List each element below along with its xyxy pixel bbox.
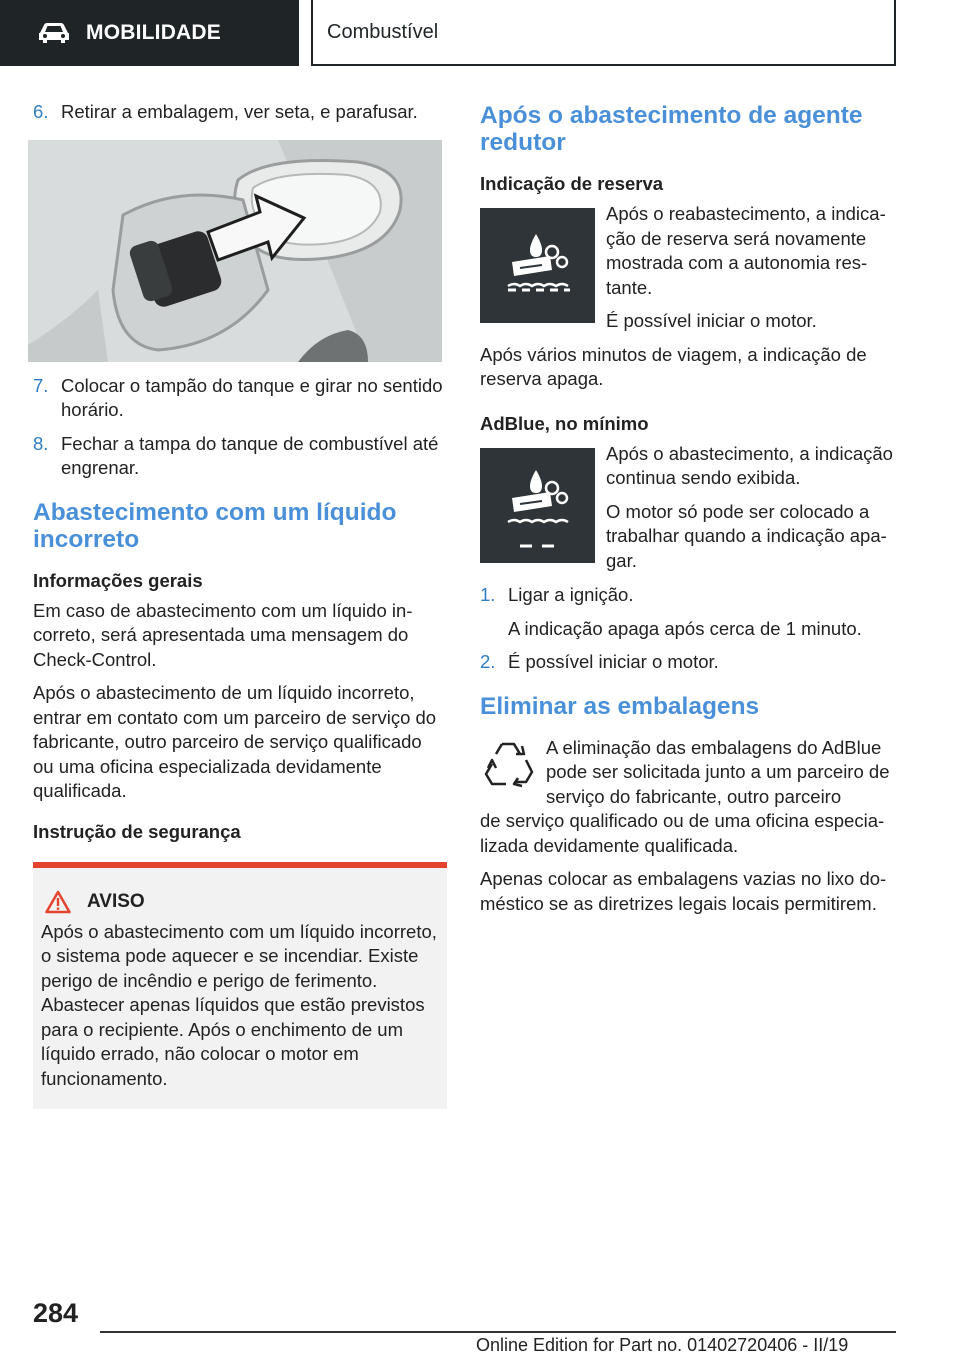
warning-box (33, 862, 447, 1110)
step-number: 2. (480, 651, 496, 672)
step-text: Colocar o tampão do tanque e girar no sentido horário. (61, 374, 443, 420)
adblue-reserve-indicator-icon (480, 208, 595, 323)
step-text: Ligar a ignição. (508, 584, 634, 605)
heading-dispose: Eliminar as embalagens (480, 692, 760, 720)
filler-photo-art (28, 140, 442, 362)
section-tab[interactable] (0, 0, 299, 66)
step-text: Fechar a tampa do tanque de combustível até engrenar. (61, 432, 439, 478)
reserve-indicator-row (480, 202, 900, 334)
right-column (480, 100, 900, 925)
heading-safety: Instrução de segurança (33, 820, 241, 842)
warning-label: AVISO (87, 890, 145, 912)
footer-divider (100, 1331, 896, 1333)
adblue-reserve-symbol (480, 208, 595, 323)
step-7 (33, 374, 447, 423)
step-subtext: A indicação apaga após cerca de 1 minuto. (508, 617, 862, 639)
dispose-rest-text: de serviço qualificado ou de uma oficina especializada devidamente qualificada. (480, 810, 885, 856)
footer-edition: Online Edition for Part no. 01402720406 - II/19 (476, 1335, 849, 1355)
heading-general-info: Informações gerais (33, 569, 203, 591)
paragraph: O motor só pode ser colocado a trabalhar quando a indicação apagar. (606, 500, 887, 571)
heading-minimum: AdBlue, no mínimo (480, 412, 649, 434)
paragraph: Após o abastecimento, a indicação continua sendo exibida. (606, 442, 893, 488)
left-column (33, 100, 447, 1109)
paragraph: Após o reabastecimento, a indicação de reserva será novamente mostrada com a autonomia restante. (606, 203, 886, 298)
dispose-block (480, 736, 900, 859)
car-icon (36, 21, 72, 45)
step-text: É possível iniciar o motor. (508, 651, 719, 672)
warning-title (41, 890, 437, 914)
heading-wrong-liquid: Abastecimento com um líquido incorreto (33, 498, 397, 553)
step-1 (480, 583, 900, 608)
paragraph (480, 736, 900, 859)
paragraph: É possível iniciar o motor. (606, 310, 817, 331)
step-number: 6. (33, 101, 49, 122)
step-8 (33, 432, 447, 481)
step-6 (33, 100, 447, 125)
section-label: MOBILIDADE (86, 21, 221, 44)
chapter-title: Combustível (311, 0, 896, 66)
paragraph: Apenas colocar as embalagens vazias no lixo doméstico se as diretrizes legais locais permitirem. (480, 868, 887, 914)
recycle-icon (482, 738, 534, 790)
adblue-minimum-indicator-icon (480, 448, 595, 563)
heading-reserve: Indicação de reserva (480, 173, 664, 194)
step-number: 8. (33, 432, 49, 454)
page-number: 284 (33, 1298, 79, 1328)
paragraph: Após vários minutos de viagem, a indicação de reserva apaga. (480, 343, 867, 389)
paragraph: Em caso de abastecimento com um líquido incorreto, será apresentada uma mensagem do Check-Control. (33, 599, 413, 670)
heading-after-refill: Após o abastecimento de agente redutor (480, 102, 863, 156)
warning-text: Após o abastecimento com um líquido incorreto, o sistema pode aquecer e se incendiar. Existe perigo de incêndio e perigo de ferimento. Abastecer apenas líquidos que estão previstos para o recipiente. Após o enchimento de um líquido errado, não colocar o motor em funcionamento. (41, 920, 437, 1089)
step-number: 1. (480, 584, 496, 605)
paragraph: Após o abastecimento de um líquido incorreto, entrar em contato com um parceiro de serviço do fabricante, outro parceiro de serviço qualificado ou uma oficina especializada devidamente qualificada. (33, 682, 437, 801)
step-number: 7. (33, 374, 49, 396)
minimum-indicator-row (480, 442, 900, 574)
step-2 (480, 650, 900, 675)
warning-triangle-icon (45, 890, 71, 914)
adblue-minimum-symbol (480, 448, 595, 563)
fuel-filler-arrow-illustration (28, 140, 442, 362)
page-header (0, 0, 960, 66)
dispose-indented-text: A eliminação das embalagens do AdBlue pode ser solicitada junto a um parceiro de serviço do fabricante, outro parceiro (546, 736, 890, 807)
step-text: Retirar a embalagem, ver seta, e parafusar. (61, 101, 418, 122)
